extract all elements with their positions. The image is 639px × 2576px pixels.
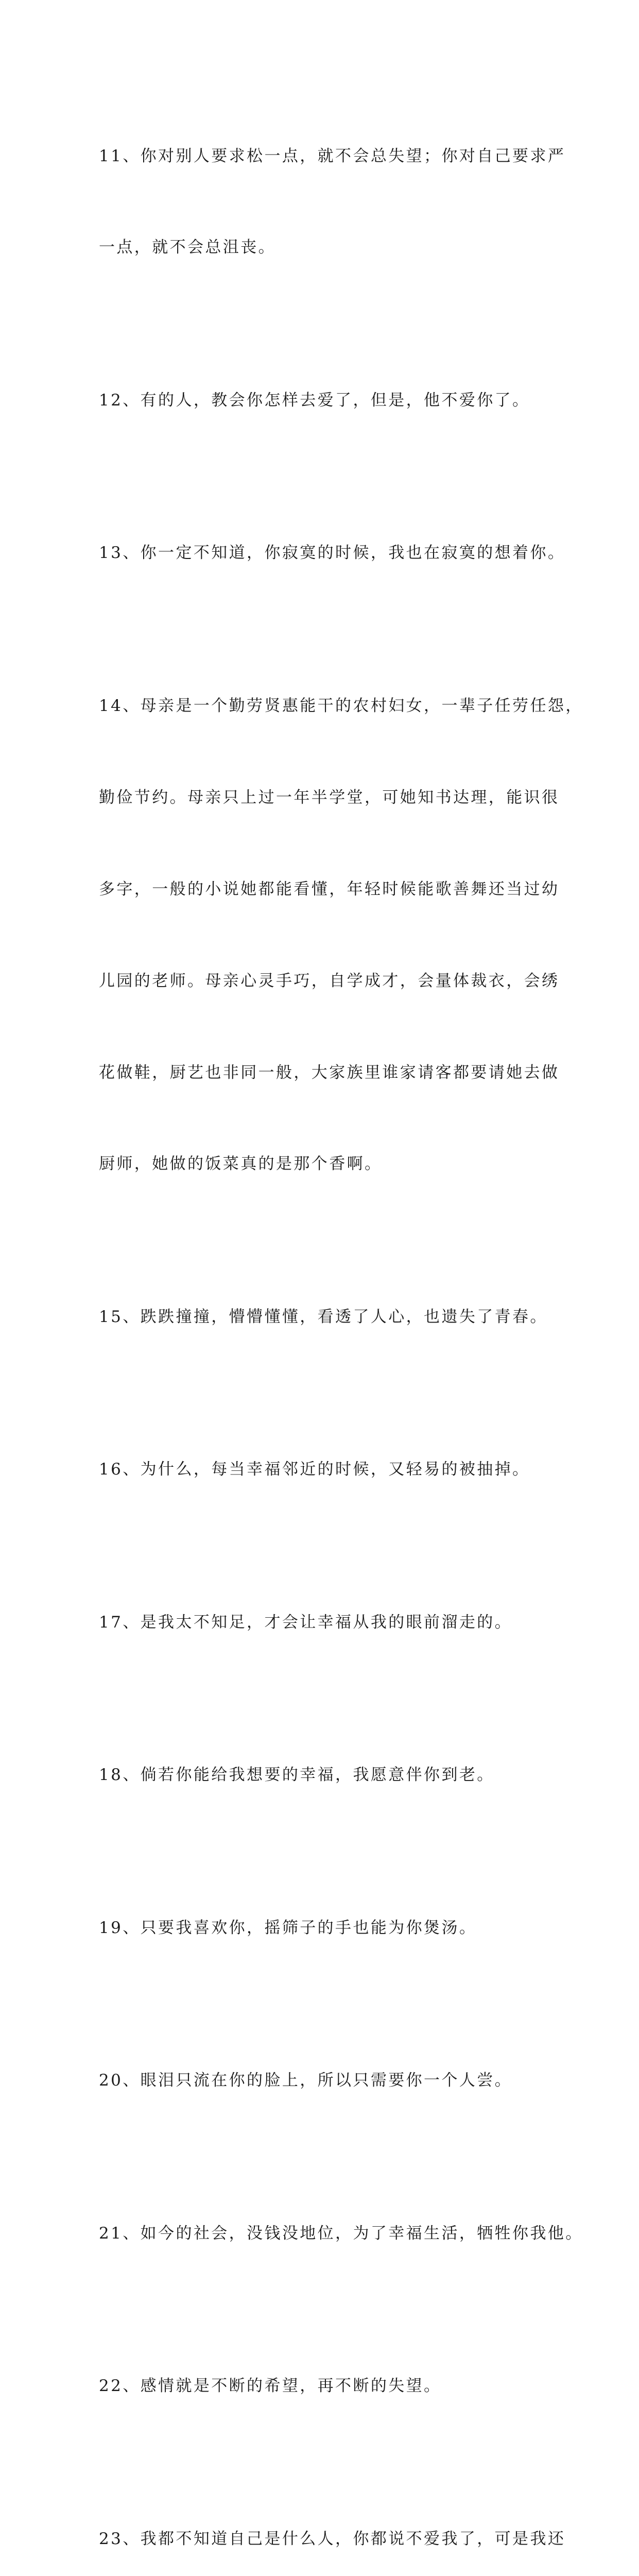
document-page: [99, 80, 583, 2576]
text-line: 21、如今的社会，没钱没地位，为了幸福生活，牺牲你我他。: [99, 2224, 583, 2243]
text-line: 18、倘若你能给我想要的幸福，我愿意伴你到老。: [99, 1766, 495, 1785]
paragraph-13: [99, 477, 566, 630]
paragraph-20: [99, 2005, 555, 2157]
text-line: 儿园的老师。母亲心灵手巧，自学成才，会量体裁衣，会绣: [99, 971, 560, 990]
paragraph-15: [99, 1241, 555, 1393]
paragraph-11: [99, 80, 566, 324]
paragraph-22: [99, 2310, 555, 2463]
text-line: 一点，就不会总沮丧。: [99, 238, 276, 257]
paragraph-12: [99, 324, 555, 477]
paragraph-14: [99, 630, 583, 1241]
text-line: 22、感情就是不断的希望，再不断的失望。: [99, 2377, 442, 2396]
text-line: 17、是我太不知足，才会让幸福从我的眼前溜走的。: [99, 1613, 513, 1632]
text-line: 多字，一般的小说她都能看懂，年轻时候能歌善舞还当过幼: [99, 879, 560, 899]
paragraph-19: [99, 1852, 555, 2004]
text-line: 厨师，她做的饭菜真的是那个香啊。: [99, 1155, 383, 1174]
text-line: 19、只要我喜欢你，摇筛子的手也能为你煲汤。: [99, 1918, 477, 1937]
paragraph-23: [99, 2463, 566, 2576]
text-line: 12、有的人，教会你怎样去爱了，但是，他不爱你了。: [99, 391, 530, 410]
text-line: 20、眼泪只流在你的脸上，所以只需要你一个人尝。: [99, 2071, 513, 2090]
paragraph-18: [99, 1699, 555, 1852]
text-line: 14、母亲是一个勤劳贤惠能干的农村妇女，一辈子任劳任怨，: [99, 696, 583, 715]
text-line: 15、跌跌撞撞，懵懵懂懂，看透了人心，也遗失了青春。: [99, 1307, 548, 1326]
paragraph-16: [99, 1394, 555, 1546]
text-line: 16、为什么，每当幸福邻近的时候，又轻易的被抽掉。: [99, 1460, 530, 1479]
text-line: 勤俭节约。母亲只上过一年半学堂，可她知书达理，能识很: [99, 788, 560, 807]
text-line: 13、你一定不知道，你寂寞的时候，我也在寂寞的想着你。: [99, 544, 566, 563]
paragraph-17: [99, 1546, 555, 1699]
text-line: 23、我都不知道自己是什么人，你都说不爱我了，可是我还: [99, 2529, 566, 2548]
text-line: 花做鞋，厨艺也非同一般，大家族里谁家请客都要请她去做: [99, 1063, 560, 1082]
text-line: 11、你对别人要求松一点，就不会总失望；你对自己要求严: [99, 146, 566, 165]
paragraph-21: [99, 2157, 583, 2310]
